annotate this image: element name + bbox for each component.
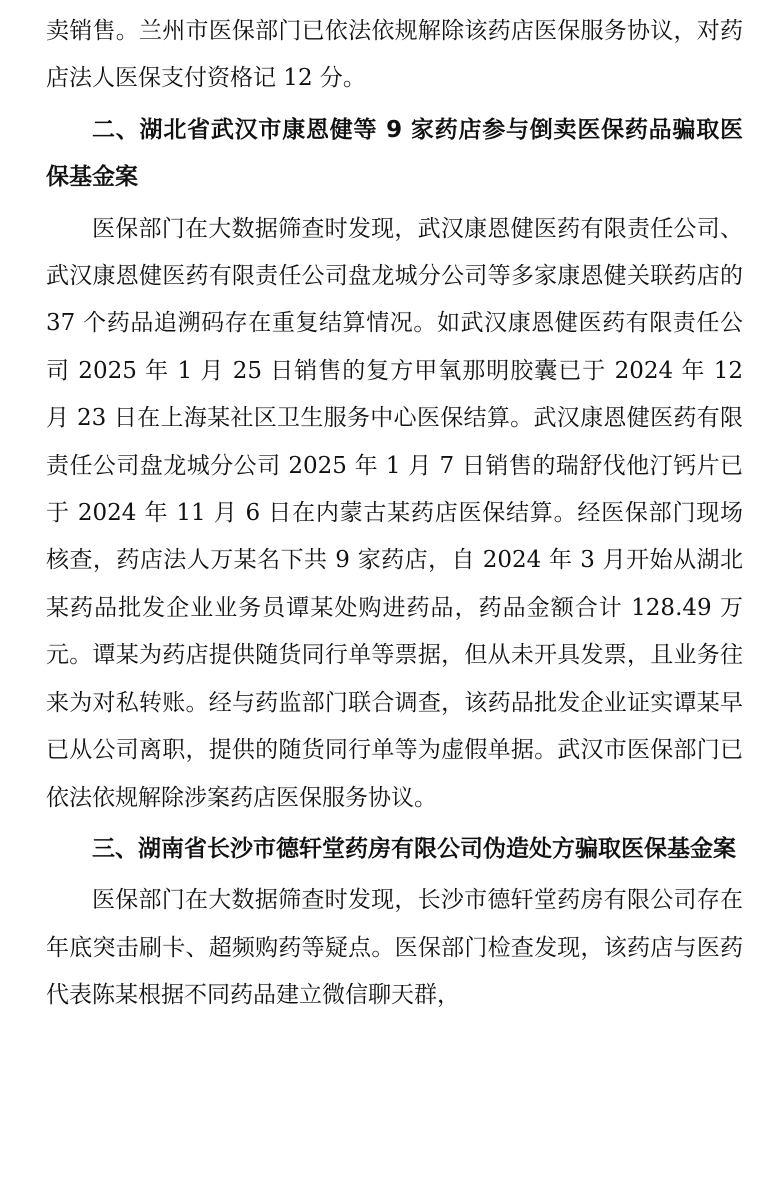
- body-paragraph-1: 卖销售。兰州市医保部门已依法依规解除该药店医保服务协议，对药店法人医保支付资格记 12 分。: [46, 18, 743, 92]
- body-paragraph-3: 医保部门在大数据筛查时发现，长沙市德轩堂药房有限公司存在年底突击刷卡、超频购药等疑点。医保部门检查发现，该药店与医药代表陈某根据不同药品建立微信聊天群，: [46, 887, 743, 1009]
- section-heading-3: 三、湖南省长沙市德轩堂药房有限公司伪造处方骗取医保基金案: [92, 835, 736, 862]
- document-page: [46, 8, 743, 1020]
- section-heading-2: 二、湖北省武汉市康恩健等 9 家药店参与倒卖医保药品骗取医保基金案: [46, 116, 743, 191]
- body-paragraph-2: 医保部门在大数据筛查时发现，武汉康恩健医药有限责任公司、武汉康恩健医药有限责任公司盘龙城分公司等多家康恩健关联药店的 37 个药品追溯码存在重复结算情况。如武汉康恩健医药有限责任公司 2025 年 1 月 25 日销售的复方甲氧那明胶囊已于 2024 年 12 月 23 日在上海某社区卫生服务中心医保结算。武汉康恩健医药有限责任公司盘龙城分公司 2025 年 1 月 7 日销售的瑞舒伐他汀钙片已于 2024 年 11 月 6 日在内蒙古某药店医保结算。经医保部门现场核查，药店法人万某名下共 9 家药店，自 2024 年 3 月开始从湖北某药品批发企业业务员谭某处购进药品，药品金额合计 128.49 万元。谭某为药店提供随货同行单等票据，但从未开具发票，且业务往来为对私转账。经与药监部门联合调查，该药品批发企业证实谭某早已从公司离职，提供的随货同行单等为虚假单据。武汉市医保部门已依法依规解除涉案药店医保服务协议。: [46, 215, 743, 811]
